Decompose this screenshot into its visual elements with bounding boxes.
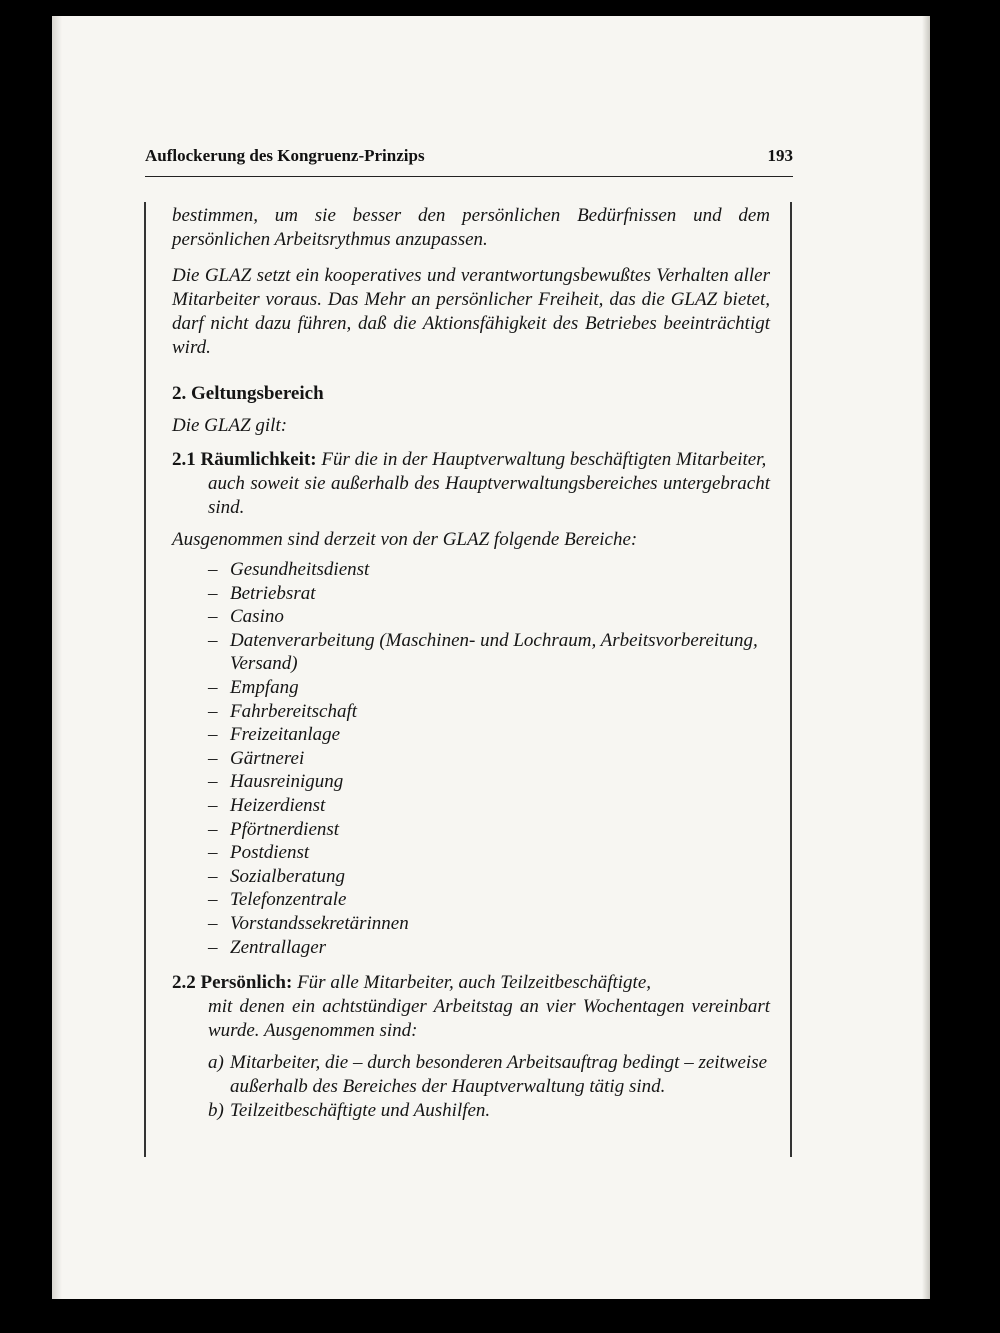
list-item: – Heizerdienst <box>208 794 770 818</box>
item-text: Mitarbeiter, die – durch besonderen Arbeitsauftrag bedingt – zeitweise außerhalb des Bereiches der Hauptverwaltung tätig sind. <box>230 1052 768 1098</box>
list-item: – Betriebsrat <box>208 582 770 606</box>
list-item: – Postdienst <box>208 841 770 865</box>
subsection-text-continued: auch soweit sie außerhalb des Hauptverwaltungsbereiches untergebracht sind. <box>208 473 770 518</box>
section-heading: 2. Geltungsbereich <box>172 383 324 404</box>
list-item: – Casino <box>208 605 770 629</box>
running-header-title: Auflockerung des Kongruenz-Prinzips <box>145 146 425 165</box>
subsection-text: Für alle Mitarbeiter, auch Teilzeitbeschäftigte, <box>297 972 651 994</box>
list-item: – Vorstandssekretärinnen <box>208 912 770 936</box>
paragraph: bestimmen, um sie besser den persönlichen Bedürfnissen und dem persönlichen Arbeitsrythmus anzupassen. <box>172 205 770 250</box>
list-item: – Zentrallager <box>208 936 770 960</box>
list-item: – Empfang <box>208 676 770 700</box>
subsection-2-1 <box>172 448 770 520</box>
subsection-text-continued: mit denen ein achtstündiger Arbeitstag an vier Wochentagen vereinbart wurde. Ausgenommen sind: <box>208 996 770 1042</box>
exceptions-list <box>208 1051 770 1123</box>
running-header <box>145 140 793 177</box>
page-binding-shadow <box>52 16 62 1299</box>
excluded-areas-list <box>208 558 770 959</box>
list-item: – Sozialberatung <box>208 865 770 889</box>
item-text: Teilzeitbeschäftigte und Aushilfen. <box>230 1100 491 1122</box>
list-item: – Pförtnerdienst <box>208 818 770 842</box>
item-label: a) <box>208 1052 224 1074</box>
page-edge-shadow <box>922 16 930 1299</box>
list-item: – Hausreinigung <box>208 770 770 794</box>
list-item: – Freizeitanlage <box>208 723 770 747</box>
right-margin-rule <box>790 202 792 1157</box>
section-intro: Die GLAZ gilt: <box>172 415 288 436</box>
list-item: – Gesundheitsdienst <box>208 558 770 582</box>
left-margin-rule <box>144 202 146 1157</box>
list-item <box>208 1099 770 1123</box>
subsection-text: Für die in der Hauptverwaltung beschäftigten Mitarbeiter, <box>321 449 767 470</box>
book-page <box>52 16 930 1299</box>
subsection-number: 2.2 Persönlich: <box>172 972 293 994</box>
subsection-number: 2.1 Räumlichkeit: <box>172 449 317 470</box>
paragraph: Die GLAZ setzt ein kooperatives und verantwortungsbewußtes Verhalten aller Mitarbeiter voraus. Das Mehr an persönlicher Freiheit, das die GLAZ bietet, darf nicht dazu führen, daß die Aktionsfähigkeit des Betriebes beeinträchtigt wird. <box>172 265 770 358</box>
item-label: b) <box>208 1100 224 1122</box>
excluded-intro: Ausgenommen sind derzeit von der GLAZ folgende Bereiche: <box>172 529 638 550</box>
subsection-2-2 <box>172 971 770 1043</box>
page-number: 193 <box>767 146 793 165</box>
list-item <box>208 1051 770 1099</box>
page-body <box>172 204 770 1123</box>
list-item: – Telefonzentrale <box>208 888 770 912</box>
list-item: – Gärtnerei <box>208 747 770 771</box>
list-item: – Fahrbereitschaft <box>208 700 770 724</box>
list-item: – Datenverarbeitung (Maschinen- und Lochraum, Arbeitsvorbereitung, Versand) <box>208 629 770 676</box>
